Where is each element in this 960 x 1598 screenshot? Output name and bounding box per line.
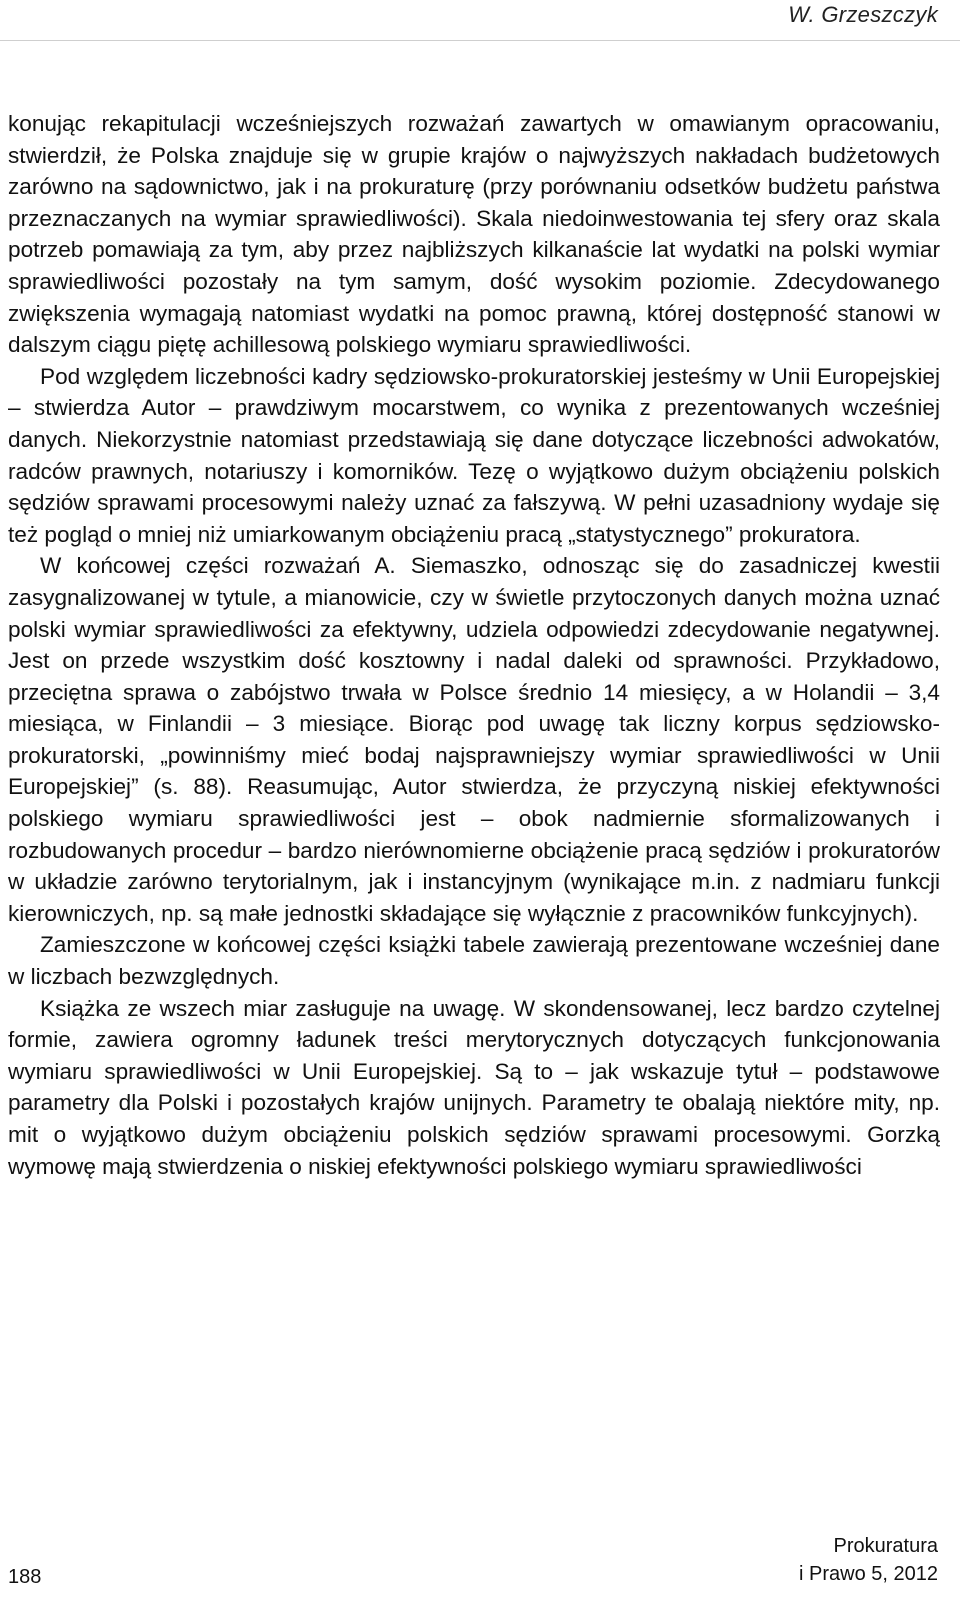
paragraph-5: Książka ze wszech miar zasługuje na uwagę. W skondensowanej, lecz bardzo czytelnej formie, zawiera ogromny ładunek treści merytorycznych dotyczących funkcjonowania wymiaru sprawiedliwości w Unii Europejskiej. Są to – jak wskazuje tytuł – podstawowe parametry dla Polski i pozostałych krajów unijnych. Parametry te obalają niektóre mity, np. mit o wyjątkowo dużym obciążeniu polskich sędziów sprawami procesowymi. Gorzką wymowę mają stwierdzenia o niskiej efektywności polskiego wymiaru sprawiedliwości	[8, 995, 940, 1179]
paragraph-3: W końcowej części rozważań A. Siemaszko, odnosząc się do zasadniczej kwestii zasygnalizowanej w tytule, a mianowicie, czy w świetle przytoczonych danych można uznać polski wymiar sprawiedliwości za efektywny, udziela odpowiedzi zdecydowanie negatywnej. Jest on przede wszystkim dość kosztowny i nadal daleki od sprawności. Przykładowo, przeciętna sprawa o zabójstwo trwała w Polsce średnio 14 miesięcy, a w Holandii – 3,4 miesiąca, w Finlandii – 3 miesiące. Biorąc pod uwagę tak liczny korpus sędziowsko-prokuratorski, „powinniśmy mieć bodaj najsprawniejszy wymiar sprawiedliwości w Unii Europejskiej” (s. 88). Reasumując, Autor stwierdza, że przyczyną niskiej efektywności polskiego wymiaru sprawiedliwości jest – obok nadmiernie sformalizowanych i rozbudowanych procedur – bardzo nierównomierne obciążenie pracą sędziów i prokuratorów w układzie zarówno terytorialnym, jak i instancyjnym (wynikające m.in. z nadmiaru funkcji kierowniczych, np. są małe jednostki składające się wyłącznie z pracowników funkcyjnych).	[8, 553, 940, 926]
page-number: 188	[8, 1566, 42, 1588]
journal-issue: i Prawo 5, 2012	[799, 1563, 938, 1585]
header-divider	[0, 40, 960, 41]
paragraph-1: konując rekapitulacji wcześniejszych rozważań zawartych w omawianym opracowaniu, stwierdził, że Polska znajduje się w grupie krajów o najwyższych nakładach budżetowych zarówno na sądownictwo, jak i na prokuraturę (przy porównaniu odsetków budżetu państwa przeznaczanych na wymiar sprawiedliwości). Skala niedoinwestowania tej sfery oraz skala potrzeb pomawiają za tym, aby przez najbliższych kilkanaście lat wydatki na polski wymiar sprawiedliwości pozostały na tym samym, dość wysokim poziomie. Zdecydowanego zwiększenia wymagają natomiast wydatki na pomoc prawną, której dostępność stanowi w dalszym ciągu piętę achillesową polskiego wymiaru sprawiedliwości.	[8, 111, 940, 358]
paragraph-4: Zamieszczone w końcowej części książki tabele zawierają prezentowane wcześniej dane w liczbach bezwzględnych.	[8, 932, 940, 990]
journal-name: Prokuratura	[833, 1535, 938, 1557]
running-header-author: W. Grzeszczyk	[788, 2, 938, 27]
journal-citation	[799, 1532, 938, 1588]
paragraph-2: Pod względem liczebności kadry sędziowsko-prokuratorskiej jesteśmy w Unii Europejskiej – stwierdza Autor – prawdziwym mocarstwem, co wynika z prezentowanych wcześniej danych. Niekorzystnie natomiast przedstawiają się dane dotyczące liczebności adwokatów, radców prawnych, notariuszy i komorników. Tezę o wyjątkowo dużym obciążeniu polskich sędziów sprawami procesowymi należy uznać za fałszywą. W pełni uzasadniony wydaje się też pogląd o mniej niż umiarkowanym obciążeniu pracą „statystycznego” prokuratora.	[8, 363, 940, 547]
article-body	[8, 108, 940, 1182]
